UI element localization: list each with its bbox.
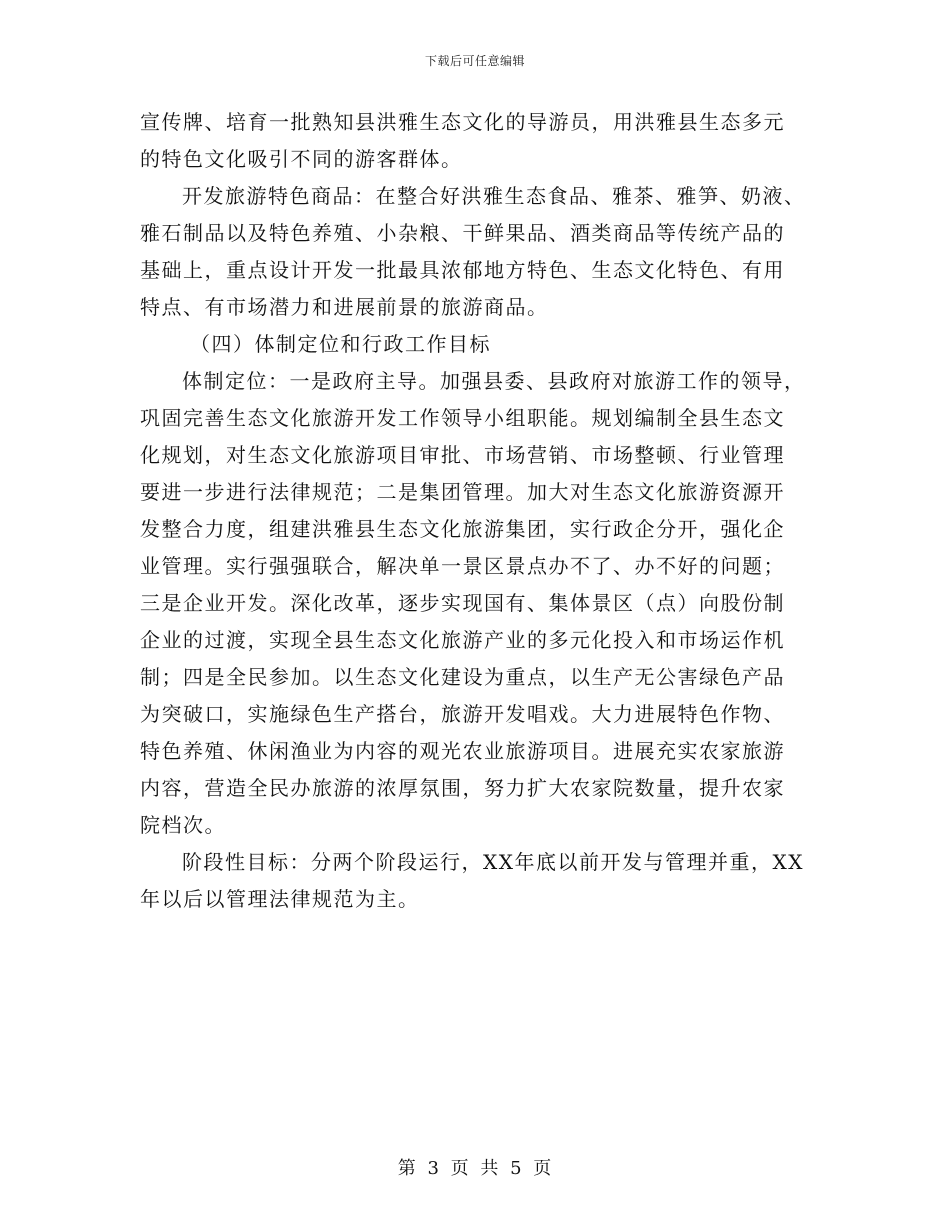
document-body xyxy=(140,104,812,918)
text-line: 要进一步进行法律规范；二是集团管理。加大对生态文化旅游资源开 xyxy=(140,480,785,504)
page-header: 下载后可任意编辑 xyxy=(424,54,525,68)
text-line: 特色养殖、休闲渔业为内容的观光农业旅游项目。进展充实农家旅游 xyxy=(140,739,785,763)
paragraph-start-line: 体制定位：一是政府主导。加强县委、县政府对旅游工作的领导， xyxy=(182,369,806,393)
paragraph-start-line: 开发旅游特色商品：在整合好洪雅生态食品、雅茶、雅笋、奶液、 xyxy=(182,184,806,208)
text-line: 巩固完善生态文化旅游开发工作领导小组职能。规划编制全县生态文 xyxy=(140,406,785,430)
text-line: 基础上，重点设计开发一批最具浓郁地方特色、生态文化特色、有用 xyxy=(140,258,785,282)
text-line: 三是企业开发。深化改革，逐步实现国有、集体景区（点）向股份制 xyxy=(140,591,785,615)
text-line: 年以后以管理法律规范为主。 xyxy=(140,887,420,911)
text-line: 为突破口，实施绿色生产搭台，旅游开发唱戏。大力进展特色作物、 xyxy=(140,702,785,726)
page-number: 第 3 页 共 5 页 xyxy=(397,1158,553,1179)
text-line: 化规划，对生态文化旅游项目审批、市场营销、市场整顿、行业管理 xyxy=(140,443,785,467)
section-heading: （四）体制定位和行政工作目标 xyxy=(190,332,491,356)
text-line: 发整合力度，组建洪雅县生态文化旅游集团，实行政企分开，强化企 xyxy=(140,517,785,541)
text-line: 院档次。 xyxy=(140,813,226,837)
text-line: 特点、有市场潜力和进展前景的旅游商品。 xyxy=(140,295,549,319)
text-line: 业管理。实行强强联合，解决单一景区景点办不了、办不好的问题； xyxy=(140,554,785,578)
text-line: 内容，营造全民办旅游的浓厚氛围，努力扩大农家院数量，提升农家 xyxy=(140,776,785,800)
text-line: 制；四是全民参加。以生态文化建设为重点，以生产无公害绿色产品 xyxy=(140,665,785,689)
text-line: 的特色文化吸引不同的游客群体。 xyxy=(140,147,463,171)
paragraph-start-line: 阶段性目标：分两个阶段运行，XX年底以前开发与管理并重，XX xyxy=(182,850,804,874)
text-line: 企业的过渡，实现全县生态文化旅游产业的多元化投入和市场运作机 xyxy=(140,628,785,652)
text-line: 雅石制品以及特色养殖、小杂粮、干鲜果品、酒类商品等传统产品的 xyxy=(140,221,785,245)
text-line: 宣传牌、培育一批熟知县洪雅生态文化的导游员，用洪雅县生态多元 xyxy=(140,110,785,134)
